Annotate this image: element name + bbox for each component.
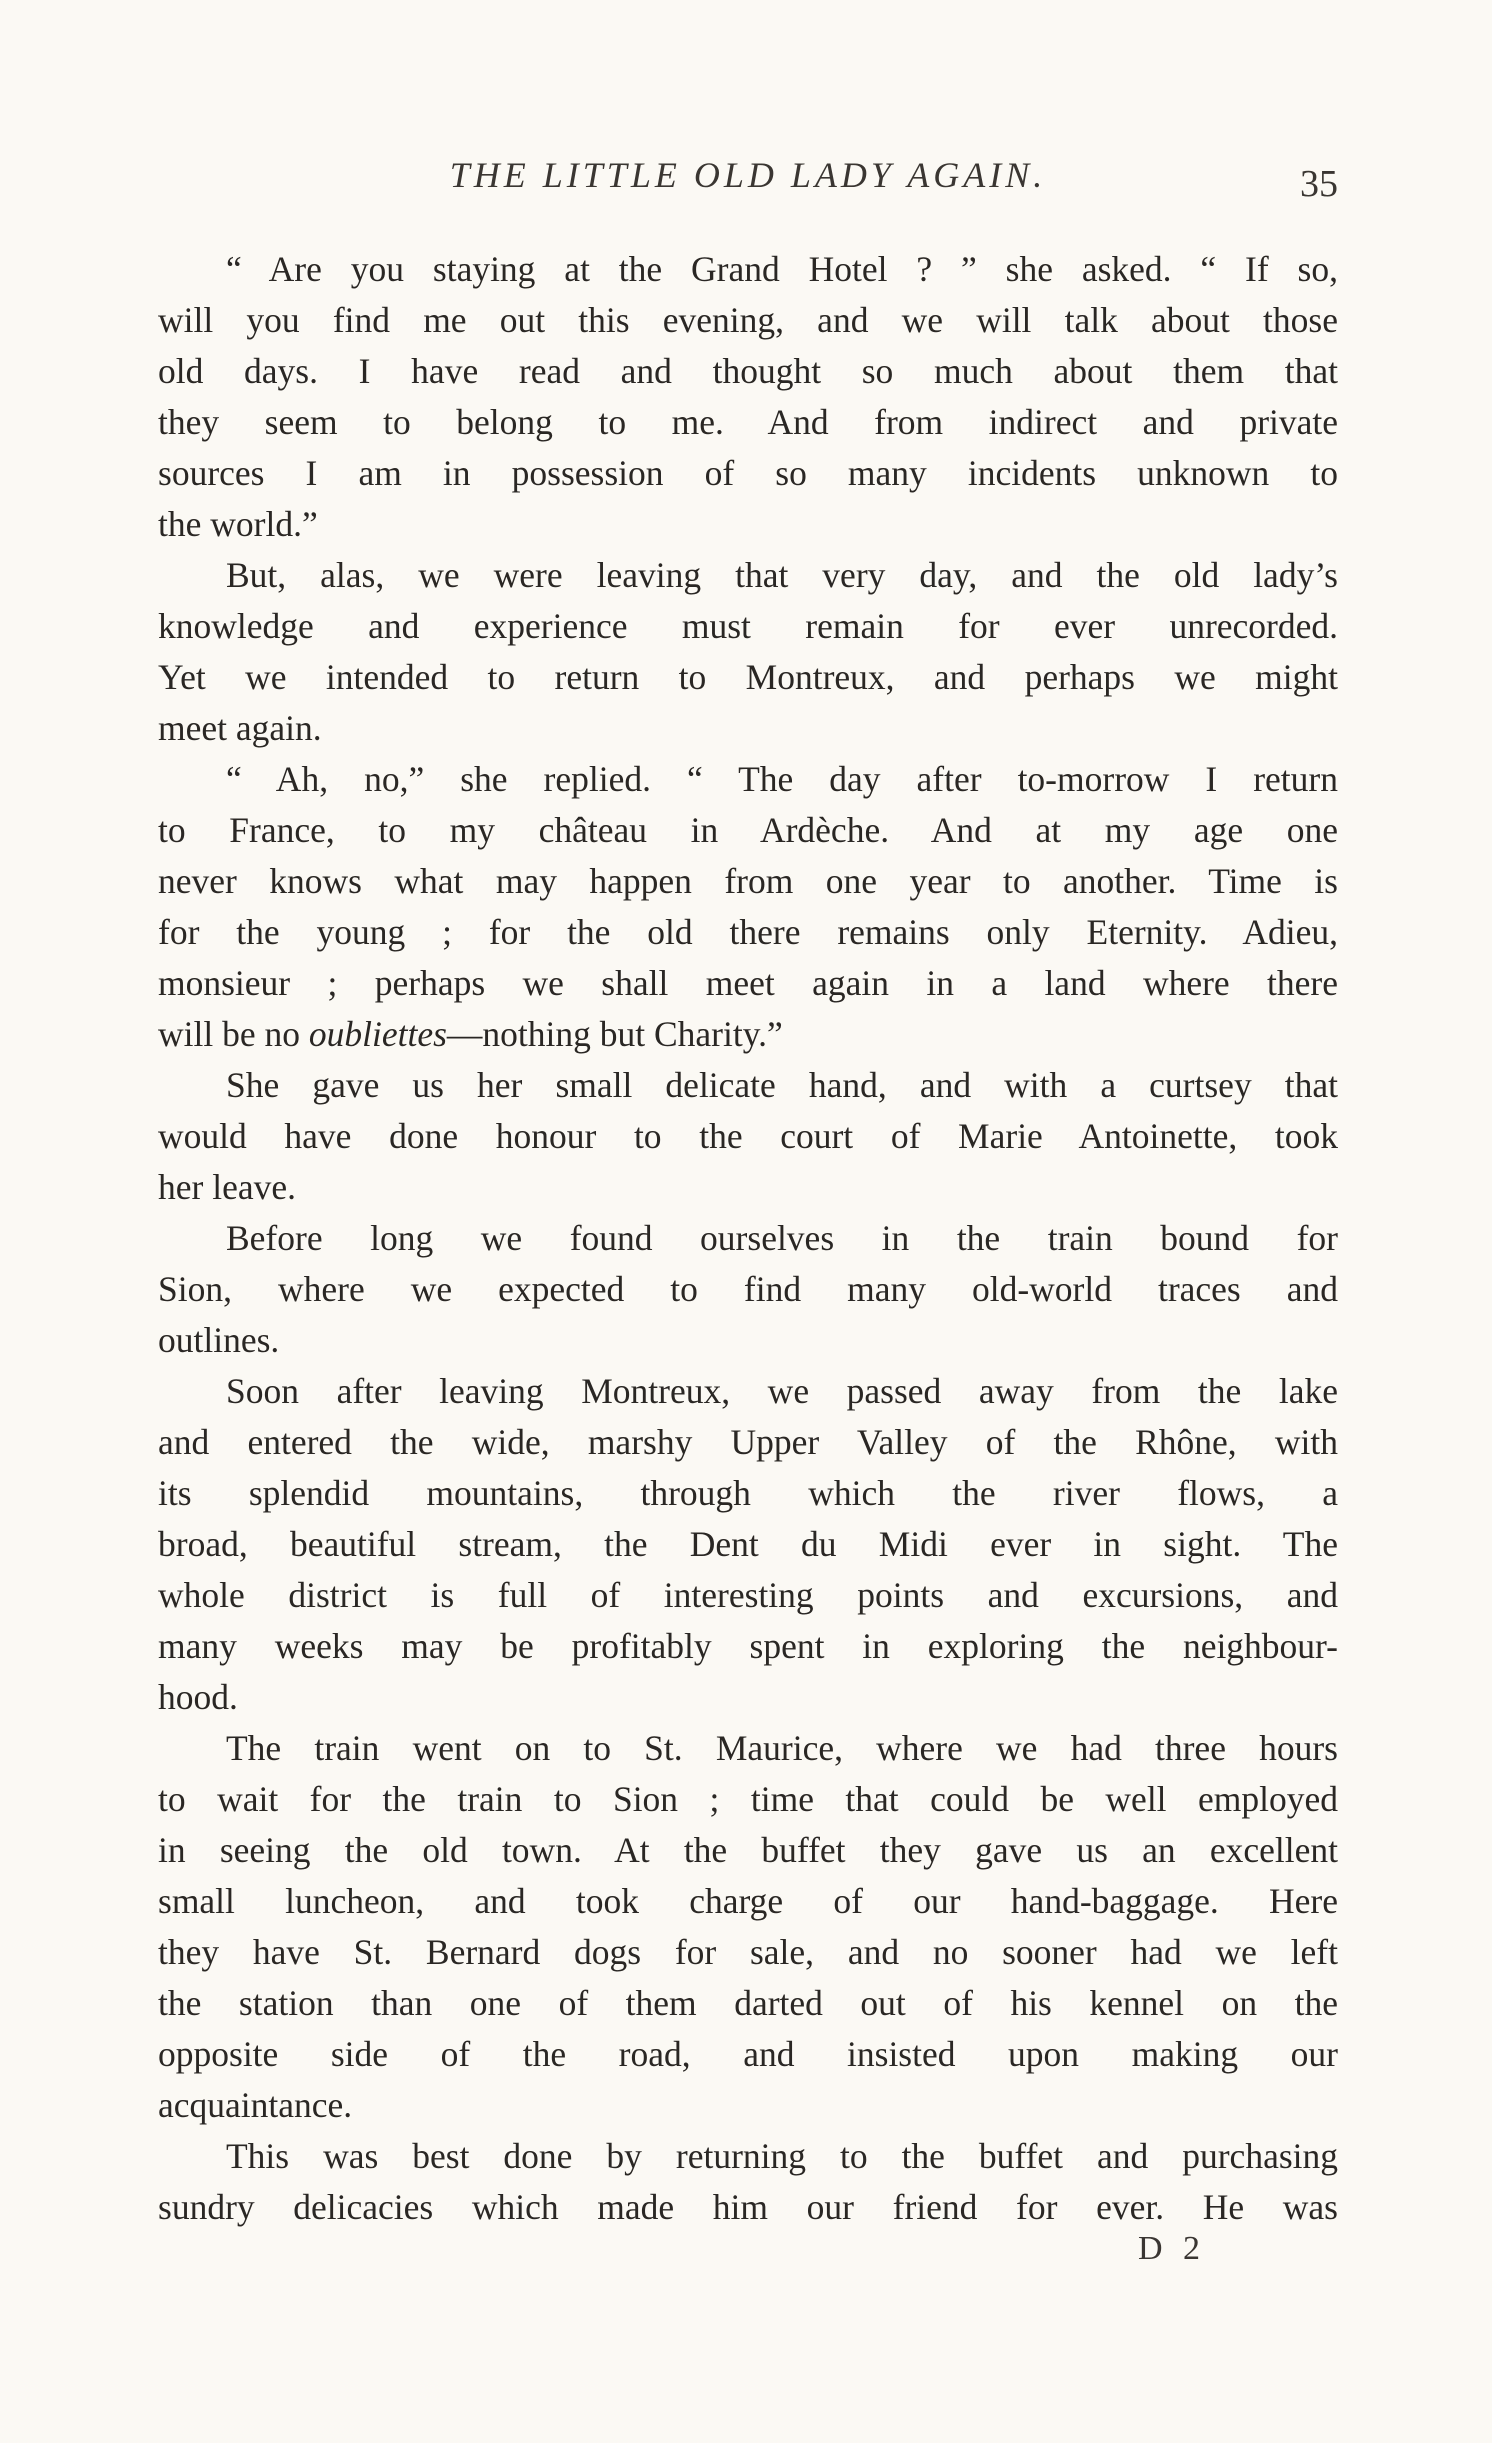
text-line: for the young ; for the old there remains only Eternity. Adieu, (158, 912, 1338, 952)
text-line: whole district is full of interesting points and excursions, and (158, 1575, 1338, 1615)
text-line: small luncheon, and took charge of our hand-baggage. Here (158, 1881, 1338, 1921)
text-line: knowledge and experience must remain for ever unrecorded. (158, 606, 1338, 646)
text-line: sources I am in possession of so many incidents unknown to (158, 453, 1338, 493)
running-title: THE LITTLE OLD LADY AGAIN. (449, 155, 1047, 195)
text-line: and entered the wide, marshy Upper Valley of the Rhône, with (158, 1422, 1338, 1462)
text-line: opposite side of the road, and insisted upon making our (158, 2034, 1338, 2074)
text-line: they seem to belong to me. And from indirect and private (158, 402, 1338, 442)
text-line: But, alas, we were leaving that very day, and the old lady’s (226, 555, 1338, 595)
text-line: The train went on to St. Maurice, where we had three hours (226, 1728, 1338, 1768)
text-line: sundry delicacies which made him our friend for ever. He was (158, 2187, 1338, 2227)
text-line: She gave us her small delicate hand, and with a curtsey that (226, 1065, 1338, 1105)
body-text (158, 244, 1338, 2233)
running-head (158, 150, 1338, 210)
text-line: broad, beautiful stream, the Dent du Midi ever in sight. The (158, 1524, 1338, 1564)
text-line: they have St. Bernard dogs for sale, and no sooner had we left (158, 1932, 1338, 1972)
text-line-with-italic (158, 1009, 1338, 1060)
signature-mark: D 2 (1138, 2230, 1207, 2267)
text-line: never knows what may happen from one year to another. Time is (158, 861, 1338, 901)
text-segment: —nothing but Charity.” (446, 1014, 783, 1054)
text-line: will you find me out this evening, and we will talk about those (158, 300, 1338, 340)
text-line: acquaintance. (158, 2085, 353, 2125)
text-line: “ Are you staying at the Grand Hotel ? ” she asked. “ If so, (226, 249, 1338, 289)
text-line: outlines. (158, 1320, 280, 1360)
text-line: Sion, where we expected to find many old-world traces and (158, 1269, 1338, 1309)
text-line: would have done honour to the court of Marie Antoinette, took (158, 1116, 1338, 1156)
text-line: hood. (158, 1677, 238, 1717)
text-line: the station than one of them darted out of his kennel on the (158, 1983, 1338, 2023)
text-line: meet again. (158, 708, 322, 748)
text-line: her leave. (158, 1167, 296, 1207)
text-line: in seeing the old town. At the buffet they gave us an excellent (158, 1830, 1338, 1870)
text-line: monsieur ; perhaps we shall meet again in a land where there (158, 963, 1338, 1003)
text-line: This was best done by returning to the buffet and purchasing (226, 2136, 1338, 2176)
text-line: to France, to my château in Ardèche. And at my age one (158, 810, 1338, 850)
italic-word: oubliettes (308, 1014, 447, 1054)
text-line: Before long we found ourselves in the train bound for (226, 1218, 1338, 1258)
text-line: “ Ah, no,” she replied. “ The day after to-morrow I return (226, 759, 1338, 799)
page-number: 35 (1300, 163, 1338, 205)
text-line: to wait for the train to Sion ; time that could be well employed (158, 1779, 1338, 1819)
text-line: the world.” (158, 504, 318, 544)
text-line: Yet we intended to return to Montreux, and perhaps we might (158, 657, 1338, 697)
text-line: its splendid mountains, through which the river flows, a (158, 1473, 1338, 1513)
text-line: old days. I have read and thought so much about them that (158, 351, 1338, 391)
text-segment: will be no (158, 1014, 309, 1054)
text-line: Soon after leaving Montreux, we passed away from the lake (226, 1371, 1338, 1411)
text-line: many weeks may be profitably spent in exploring the neighbour- (158, 1626, 1338, 1666)
